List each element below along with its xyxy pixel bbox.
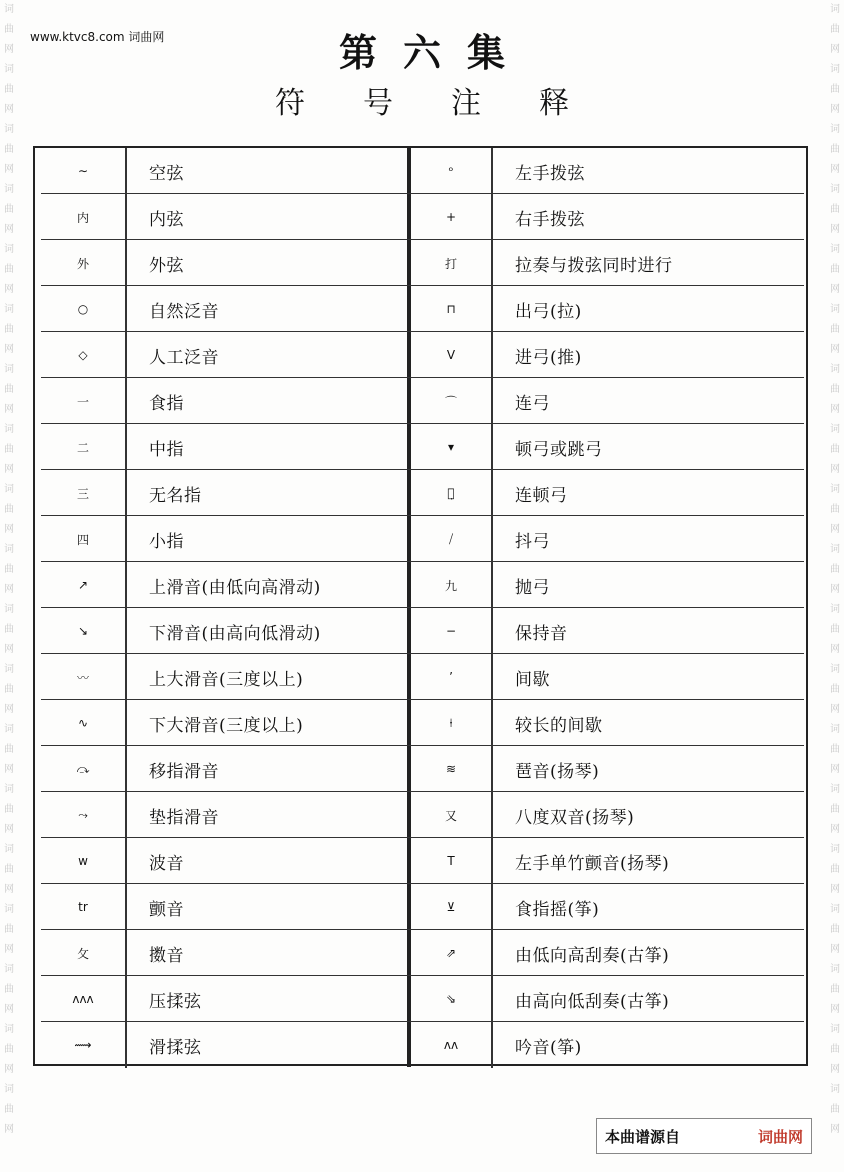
notation-symbol-icon: ⤳ bbox=[41, 792, 127, 838]
watermark-char: 曲 bbox=[4, 384, 14, 395]
watermark-char: 曲 bbox=[830, 504, 840, 515]
notation-symbol-icon: ◇ bbox=[41, 332, 127, 378]
watermark-char: 词 bbox=[4, 664, 14, 675]
watermark-char: 词 bbox=[4, 244, 14, 255]
watermark-char: 词 bbox=[4, 124, 14, 135]
notation-symbol-icon: ʌʌʌ bbox=[41, 976, 127, 1022]
notation-description: 由低向高刮奏(古筝) bbox=[515, 945, 670, 966]
watermark-char: 网 bbox=[830, 344, 840, 355]
notation-symbol-icon: T bbox=[411, 838, 493, 884]
watermark-char: 网 bbox=[4, 584, 14, 595]
table-row bbox=[41, 516, 413, 562]
notation-description: 上大滑音(三度以上) bbox=[149, 669, 304, 690]
page-subtitle: 符号注释 bbox=[275, 86, 627, 121]
table-row bbox=[411, 424, 804, 470]
watermark-char: 曲 bbox=[4, 924, 14, 935]
source-footer[interactable] bbox=[596, 1118, 812, 1154]
watermark-char: 词 bbox=[830, 784, 840, 795]
watermark-char: 网 bbox=[4, 1004, 14, 1015]
notation-symbol-icon: ∿ bbox=[41, 700, 127, 746]
watermark-char: 网 bbox=[830, 1124, 840, 1135]
table-row bbox=[411, 838, 804, 884]
notation-symbol-icon: ○ bbox=[41, 286, 127, 332]
watermark-char: 曲 bbox=[830, 1104, 840, 1115]
table-row bbox=[41, 654, 413, 700]
table-row bbox=[411, 746, 804, 792]
table-row bbox=[41, 562, 413, 608]
watermark-char: 网 bbox=[4, 224, 14, 235]
notation-symbol-icon: + bbox=[411, 194, 493, 240]
watermark-char: 词 bbox=[830, 304, 840, 315]
watermark-char: 词 bbox=[830, 244, 840, 255]
watermark-char: 曲 bbox=[830, 24, 840, 35]
watermark-char: 网 bbox=[830, 644, 840, 655]
notation-symbol-icon: ’ bbox=[411, 654, 493, 700]
watermark-char: 词 bbox=[830, 1024, 840, 1035]
watermark-char: 网 bbox=[830, 764, 840, 775]
watermark-char: 网 bbox=[4, 104, 14, 115]
table-row bbox=[41, 976, 413, 1022]
table-row bbox=[411, 700, 804, 746]
notation-description: 自然泛音 bbox=[149, 301, 219, 322]
watermark-char: 网 bbox=[4, 464, 14, 475]
watermark-char: 词 bbox=[830, 544, 840, 555]
notation-symbol-icon: ↗ bbox=[41, 562, 127, 608]
notation-description: 食指 bbox=[149, 393, 184, 414]
notation-description: 拉奏与拨弦同时进行 bbox=[515, 255, 673, 276]
notation-symbol-icon: tr bbox=[41, 884, 127, 930]
watermark-char: 曲 bbox=[830, 984, 840, 995]
notation-symbol-icon: 又 bbox=[411, 792, 493, 838]
watermark-char: 网 bbox=[830, 704, 840, 715]
notation-symbol-icon: 九 bbox=[411, 562, 493, 608]
notation-symbol-icon: 打 bbox=[411, 240, 493, 286]
notation-description: 滑揉弦 bbox=[149, 1037, 202, 1058]
watermark-char: 网 bbox=[4, 944, 14, 955]
table-row bbox=[41, 792, 413, 838]
watermark-char: 网 bbox=[830, 1064, 840, 1075]
watermark-char: 网 bbox=[4, 824, 14, 835]
notation-symbol-icon: ⤼ bbox=[41, 746, 127, 792]
source-site-name[interactable]: 词曲网 bbox=[757, 1127, 803, 1146]
notation-description: 保持音 bbox=[515, 623, 568, 644]
watermark-char: 曲 bbox=[4, 564, 14, 575]
source-label: 本曲谱源自 bbox=[605, 1127, 681, 1146]
watermark-char: 网 bbox=[830, 404, 840, 415]
notation-description: 垫指滑音 bbox=[149, 807, 219, 828]
watermark-char: 网 bbox=[830, 884, 840, 895]
notation-symbol-icon: ⌒̣ bbox=[411, 470, 493, 516]
watermark-char: 网 bbox=[830, 104, 840, 115]
notation-symbol-icon: ⟿ bbox=[41, 1022, 127, 1068]
watermark-char: 词 bbox=[4, 364, 14, 375]
watermark-char: 网 bbox=[830, 524, 840, 535]
watermark-char: 曲 bbox=[830, 564, 840, 575]
watermark-char: 曲 bbox=[4, 204, 14, 215]
table-row bbox=[411, 608, 804, 654]
watermark-char: 曲 bbox=[830, 444, 840, 455]
notation-description: 进弓(推) bbox=[515, 347, 582, 368]
watermark-left bbox=[2, 0, 16, 1172]
watermark-char: 曲 bbox=[4, 24, 14, 35]
notation-description: 间歇 bbox=[515, 669, 550, 690]
watermark-char: 曲 bbox=[830, 384, 840, 395]
table-row bbox=[41, 332, 413, 378]
notation-symbol-icon: 三 bbox=[41, 470, 127, 516]
table-row bbox=[41, 470, 413, 516]
watermark-char: 曲 bbox=[4, 864, 14, 875]
table-column-right bbox=[411, 148, 804, 1068]
site-url[interactable]: www.ktvc8.com 词曲网 bbox=[30, 30, 165, 44]
watermark-char: 词 bbox=[4, 64, 14, 75]
notation-symbol-icon: ⊻ bbox=[411, 884, 493, 930]
watermark-char: 网 bbox=[830, 164, 840, 175]
notation-description: 内弦 bbox=[149, 209, 184, 230]
table-row bbox=[41, 240, 413, 286]
notation-description: 抖弓 bbox=[515, 531, 550, 552]
notation-symbol-icon: V bbox=[411, 332, 493, 378]
watermark-char: 曲 bbox=[830, 624, 840, 635]
notation-symbol-icon: − bbox=[411, 608, 493, 654]
notation-description: 琶音(扬琴) bbox=[515, 761, 600, 782]
watermark-char: 曲 bbox=[4, 1044, 14, 1055]
watermark-char: 曲 bbox=[4, 804, 14, 815]
table-row bbox=[411, 654, 804, 700]
watermark-char: 曲 bbox=[4, 144, 14, 155]
watermark-char: 词 bbox=[4, 484, 14, 495]
watermark-char: 词 bbox=[4, 904, 14, 915]
watermark-char: 曲 bbox=[830, 864, 840, 875]
notation-description: 左手单竹颤音(扬琴) bbox=[515, 853, 670, 874]
page-title: 第六集 bbox=[338, 30, 531, 75]
watermark-char: 网 bbox=[4, 884, 14, 895]
watermark-char: 词 bbox=[4, 4, 14, 15]
watermark-char: 网 bbox=[830, 224, 840, 235]
table-row bbox=[41, 608, 413, 654]
table-row bbox=[41, 884, 413, 930]
watermark-char: 网 bbox=[830, 824, 840, 835]
table-row bbox=[411, 884, 804, 930]
watermark-char: 词 bbox=[4, 724, 14, 735]
table-row bbox=[41, 838, 413, 884]
watermark-char: 词 bbox=[830, 184, 840, 195]
notation-description: 连顿弓 bbox=[515, 485, 568, 506]
table-row bbox=[411, 194, 804, 240]
notation-symbol-icon: 外 bbox=[41, 240, 127, 286]
watermark-char: 网 bbox=[4, 524, 14, 535]
watermark-char: 网 bbox=[4, 44, 14, 55]
watermark-char: 曲 bbox=[830, 264, 840, 275]
watermark-char: 曲 bbox=[4, 444, 14, 455]
table-row bbox=[411, 792, 804, 838]
notation-symbol-icon: ⍿ bbox=[411, 700, 493, 746]
symbol-table bbox=[33, 146, 808, 1066]
notation-description: 下大滑音(三度以上) bbox=[149, 715, 304, 736]
notation-symbol-icon: 内 bbox=[41, 194, 127, 240]
table-row bbox=[41, 286, 413, 332]
watermark-char: 网 bbox=[4, 164, 14, 175]
watermark-char: 曲 bbox=[830, 204, 840, 215]
watermark-char: 网 bbox=[4, 344, 14, 355]
watermark-char: 网 bbox=[4, 644, 14, 655]
notation-description: 顿弓或跳弓 bbox=[515, 439, 603, 460]
table-row bbox=[41, 700, 413, 746]
notation-symbol-icon: ↘ bbox=[41, 608, 127, 654]
watermark-char: 网 bbox=[830, 464, 840, 475]
watermark-char: 网 bbox=[4, 764, 14, 775]
watermark-char: 词 bbox=[830, 1084, 840, 1095]
notation-description: 波音 bbox=[149, 853, 184, 874]
notation-symbol-icon: 〰 bbox=[41, 654, 127, 700]
table-row bbox=[411, 240, 804, 286]
table-row bbox=[41, 194, 413, 240]
watermark-char: 词 bbox=[4, 784, 14, 795]
notation-description: 食指摇(筝) bbox=[515, 899, 600, 920]
notation-description: 下滑音(由高向低滑动) bbox=[149, 623, 321, 644]
table-row bbox=[41, 930, 413, 976]
notation-symbol-icon: ⇘ bbox=[411, 976, 493, 1022]
watermark-char: 词 bbox=[4, 424, 14, 435]
watermark-char: 词 bbox=[4, 1024, 14, 1035]
notation-description: 连弓 bbox=[515, 393, 550, 414]
notation-description: 吟音(筝) bbox=[515, 1037, 582, 1058]
table-row bbox=[411, 1022, 804, 1068]
watermark-char: 词 bbox=[4, 1084, 14, 1095]
table-row bbox=[41, 424, 413, 470]
watermark-char: 网 bbox=[830, 44, 840, 55]
notation-description: 人工泛音 bbox=[149, 347, 219, 368]
notation-description: 右手拨弦 bbox=[515, 209, 585, 230]
watermark-char: 词 bbox=[830, 4, 840, 15]
table-row bbox=[411, 516, 804, 562]
watermark-right bbox=[828, 0, 842, 1172]
table-row bbox=[411, 562, 804, 608]
notation-description: 中指 bbox=[149, 439, 184, 460]
watermark-char: 词 bbox=[4, 604, 14, 615]
watermark-char: 曲 bbox=[4, 84, 14, 95]
table-row bbox=[41, 148, 413, 194]
table-row bbox=[411, 286, 804, 332]
notation-symbol-icon: ⇗ bbox=[411, 930, 493, 976]
notation-symbol-icon: 一 bbox=[41, 378, 127, 424]
notation-description: 左手拨弦 bbox=[515, 163, 585, 184]
watermark-char: 网 bbox=[4, 1124, 14, 1135]
watermark-char: 曲 bbox=[4, 744, 14, 755]
table-row bbox=[411, 332, 804, 378]
notation-symbol-icon: 四 bbox=[41, 516, 127, 562]
watermark-char: 网 bbox=[830, 584, 840, 595]
watermark-char: 曲 bbox=[4, 504, 14, 515]
watermark-char: 曲 bbox=[4, 1104, 14, 1115]
watermark-char: 曲 bbox=[4, 624, 14, 635]
watermark-char: 曲 bbox=[830, 144, 840, 155]
notation-symbol-icon: ⧸ bbox=[411, 516, 493, 562]
watermark-char: 曲 bbox=[830, 924, 840, 935]
notation-description: 外弦 bbox=[149, 255, 184, 276]
notation-description: 小指 bbox=[149, 531, 184, 552]
watermark-char: 词 bbox=[4, 964, 14, 975]
notation-symbol-icon: ▾ bbox=[411, 424, 493, 470]
table-row bbox=[411, 930, 804, 976]
notation-description: 由高向低刮奏(古筝) bbox=[515, 991, 670, 1012]
table-row bbox=[411, 470, 804, 516]
table-column-left bbox=[41, 148, 413, 1068]
table-row bbox=[41, 1022, 413, 1068]
watermark-char: 词 bbox=[830, 124, 840, 135]
notation-symbol-icon: 攵 bbox=[41, 930, 127, 976]
notation-description: 移指滑音 bbox=[149, 761, 219, 782]
watermark-char: 曲 bbox=[830, 84, 840, 95]
watermark-char: 曲 bbox=[4, 324, 14, 335]
watermark-char: 曲 bbox=[4, 264, 14, 275]
notation-symbol-icon: ᵒ bbox=[411, 148, 493, 194]
watermark-char: 曲 bbox=[4, 684, 14, 695]
notation-symbol-icon: ⊓ bbox=[411, 286, 493, 332]
watermark-char: 词 bbox=[4, 304, 14, 315]
watermark-char: 网 bbox=[4, 404, 14, 415]
notation-description: 颤音 bbox=[149, 899, 184, 920]
notation-description: 八度双音(扬琴) bbox=[515, 807, 635, 828]
notation-symbol-icon: w bbox=[41, 838, 127, 884]
watermark-char: 网 bbox=[830, 944, 840, 955]
notation-symbol-icon: 二 bbox=[41, 424, 127, 470]
notation-description: 无名指 bbox=[149, 485, 202, 506]
table-row bbox=[411, 378, 804, 424]
watermark-char: 词 bbox=[4, 184, 14, 195]
watermark-char: 词 bbox=[830, 364, 840, 375]
watermark-char: 网 bbox=[4, 704, 14, 715]
watermark-char: 词 bbox=[4, 844, 14, 855]
watermark-char: 词 bbox=[830, 844, 840, 855]
watermark-char: 曲 bbox=[830, 804, 840, 815]
watermark-char: 曲 bbox=[830, 744, 840, 755]
watermark-char: 词 bbox=[4, 544, 14, 555]
watermark-char: 曲 bbox=[4, 984, 14, 995]
watermark-char: 词 bbox=[830, 424, 840, 435]
watermark-char: 曲 bbox=[830, 324, 840, 335]
watermark-char: 网 bbox=[4, 284, 14, 295]
watermark-char: 词 bbox=[830, 964, 840, 975]
watermark-char: 词 bbox=[830, 484, 840, 495]
watermark-char: 曲 bbox=[830, 1044, 840, 1055]
notation-description: 抛弓 bbox=[515, 577, 550, 598]
notation-description: 出弓(拉) bbox=[515, 301, 582, 322]
notation-symbol-icon: ʌʌ bbox=[411, 1022, 493, 1068]
table-row bbox=[411, 976, 804, 1022]
notation-description: 空弦 bbox=[149, 163, 184, 184]
watermark-char: 词 bbox=[830, 604, 840, 615]
notation-description: 上滑音(由低向高滑动) bbox=[149, 577, 321, 598]
watermark-char: 网 bbox=[4, 1064, 14, 1075]
table-row bbox=[41, 746, 413, 792]
notation-symbol-icon: ⌒ bbox=[411, 378, 493, 424]
notation-description: 擞音 bbox=[149, 945, 184, 966]
watermark-char: 词 bbox=[830, 724, 840, 735]
notation-description: 压揉弦 bbox=[149, 991, 202, 1012]
watermark-char: 网 bbox=[830, 284, 840, 295]
watermark-char: 词 bbox=[830, 64, 840, 75]
watermark-char: 网 bbox=[830, 1004, 840, 1015]
notation-description: 较长的间歇 bbox=[515, 715, 603, 736]
table-row bbox=[41, 378, 413, 424]
watermark-char: 曲 bbox=[830, 684, 840, 695]
watermark-char: 词 bbox=[830, 664, 840, 675]
notation-symbol-icon: ≋ bbox=[411, 746, 493, 792]
notation-symbol-icon: ∼ bbox=[41, 148, 127, 194]
watermark-char: 词 bbox=[830, 904, 840, 915]
table-row bbox=[411, 148, 804, 194]
